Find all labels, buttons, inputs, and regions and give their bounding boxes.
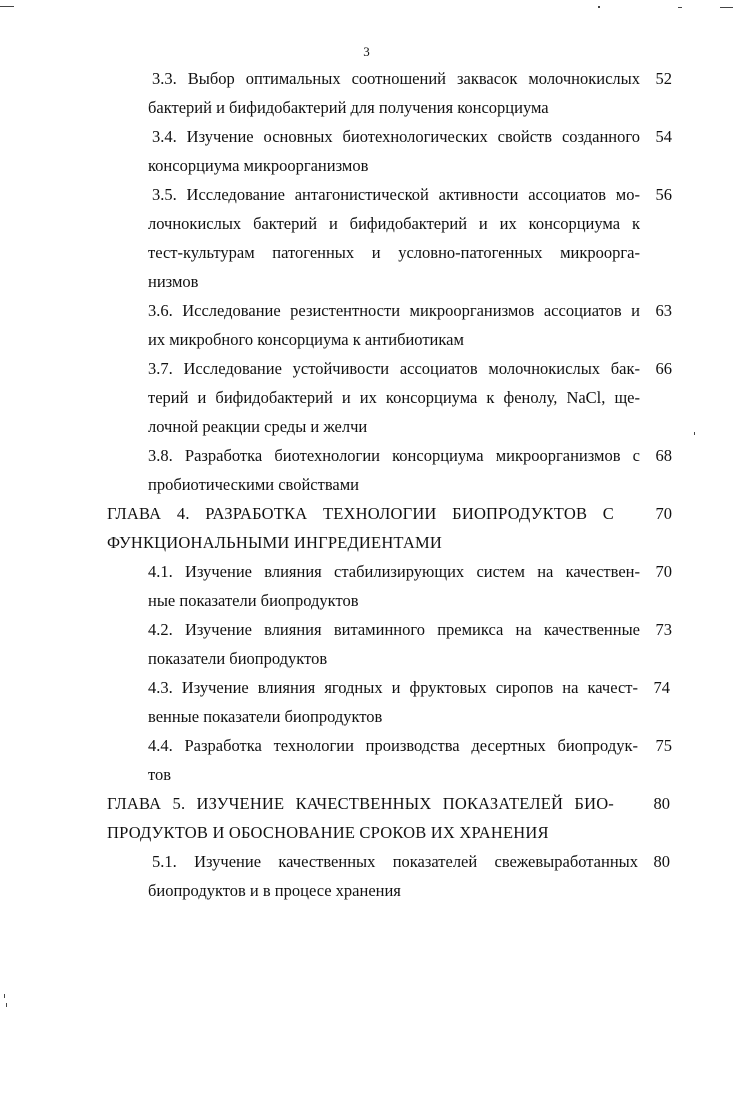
scan-mark [6,1003,7,1007]
scan-mark [720,7,733,8]
toc-entry-text: ные показатели биопродуктов [148,591,359,610]
scan-mark [678,7,682,8]
toc-entry-text: 3.7. Исследование устойчивости ассоциатов молочнокислых бак- [148,359,640,378]
toc-entry-page: 63 [655,301,672,320]
toc-entry-page: 80 [653,794,670,813]
toc-entry-page: 68 [655,446,672,465]
toc-entry-text: 3.4. Изучение основных биотехнологических свойств созданного [152,127,640,146]
toc-entry-text: 3.3. Выбор оптимальных соотношений заквасок молочнокислых [152,69,640,88]
toc-entry-text: показатели биопродуктов [148,649,328,668]
toc-chapter-title: ГЛАВА 4. РАЗРАБОТКА ТЕХНОЛОГИИ БИОПРОДУКТОВ С [107,504,614,523]
toc-entry-page: 80 [653,852,670,871]
toc-entry-text: лочной реакции среды и желчи [148,417,368,436]
toc-chapter-title: ПРОДУКТОВ И ОБОСНОВАНИЕ СРОКОВ ИХ ХРАНЕНИЯ [107,823,549,842]
toc-entry-text: терий и бифидобактерий и их консорциума к фенолу, NaCl, ще- [148,388,640,407]
toc-entry-text: лочнокислых бактерий и бифидобактерий и их консорциума к [148,214,640,233]
toc-entry-page: 74 [653,678,670,697]
toc-entry-text: 4.4. Разработка технологии производства десертных биопродук- [148,736,638,755]
toc-entry-page: 73 [655,620,672,639]
toc-entry-page: 66 [655,359,672,378]
scan-mark [598,6,600,8]
toc-entry-page: 56 [655,185,672,204]
toc-entry-text: тест-культурам патогенных и условно-патогенных микроорга- [148,243,640,262]
scan-mark [4,994,5,998]
toc-entry-text: пробиотическими свойствами [148,475,360,494]
toc-entry-text: тов [148,765,172,784]
toc-entry-text: венные показатели биопродуктов [148,707,383,726]
toc-entry-text: консорциума микроорганизмов [148,156,369,175]
toc-entry-text: 5.1. Изучение качественных показателей свежевыработанных [152,852,638,871]
toc-entry-text: 3.8. Разработка биотехнологии консорциума микроорганизмов с [148,446,640,465]
toc-entry-text: 4.3. Изучение влияния ягодных и фруктовых сиропов на качест- [148,678,638,697]
scan-mark [694,432,695,435]
toc-entry-text: биопродуктов и в процесе хранения [148,881,401,900]
scan-mark [0,6,14,7]
toc-chapter-title: ГЛАВА 5. ИЗУЧЕНИЕ КАЧЕСТВЕННЫХ ПОКАЗАТЕЛЕЙ БИО- [107,794,614,813]
toc-entry-page: 70 [655,504,672,523]
toc-entry-text: 3.6. Исследование резистентности микроорганизмов ассоциатов и [148,301,640,320]
toc-entry-page: 52 [655,69,672,88]
page-number: 3 [363,44,370,59]
toc-entry-text: 4.2. Изучение влияния витаминного премикса на качественные [148,620,640,639]
toc-entry-text: 4.1. Изучение влияния стабилизирующих систем на качествен- [148,562,640,581]
toc-entry-text: низмов [148,272,199,291]
toc-entry-text: бактерий и бифидобактерий для получения консорциума [148,98,549,117]
toc-entry-text: их микробного консорциума к антибиотикам [148,330,464,349]
toc-entry-page: 75 [655,736,672,755]
toc-chapter-title: ФУНКЦИОНАЛЬНЫМИ ИНГРЕДИЕНТАМИ [107,533,442,552]
toc-entry-text: 3.5. Исследование антагонистической активности ассоциатов мо- [152,185,640,204]
toc-entry-page: 54 [655,127,672,146]
toc-entry-page: 70 [655,562,672,581]
